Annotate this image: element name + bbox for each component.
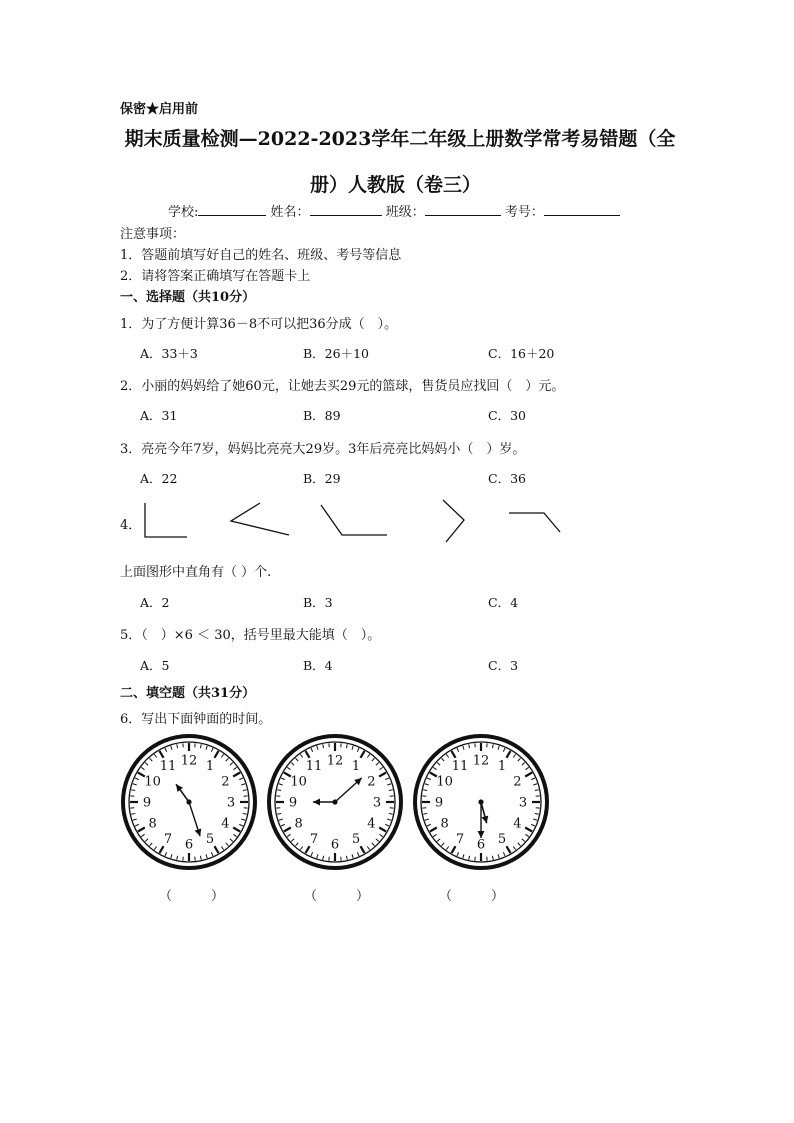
- hour-hand-tip: [313, 799, 320, 806]
- clock-tick: [311, 748, 313, 752]
- clock-tick: [352, 746, 353, 750]
- clock-tick: [518, 843, 521, 846]
- clock-tick: [518, 758, 521, 761]
- clock-tick: [279, 784, 283, 785]
- clock-tick: [131, 790, 135, 791]
- q1-option-c[interactable]: C．16＋20: [488, 346, 555, 361]
- clock-tick: [230, 839, 233, 842]
- clock-tick: [296, 758, 299, 761]
- clock-tick: [233, 773, 240, 777]
- hour-hand-tip: [482, 816, 489, 824]
- clock-tick: [287, 834, 290, 836]
- clock-tick: [200, 744, 201, 748]
- clock-tick: [233, 828, 240, 832]
- clock-tick: [463, 746, 464, 750]
- clock-tick: [463, 854, 464, 858]
- clock-tick: [277, 813, 281, 814]
- clock-tick: [243, 790, 247, 791]
- clock-number: 1: [497, 759, 507, 775]
- clock-number: 8: [440, 816, 449, 832]
- clock-tick: [211, 852, 213, 856]
- clock-tick: [206, 746, 207, 750]
- clock-tick: [160, 751, 164, 758]
- section1-title: 一、选择题（共10分）: [120, 290, 256, 305]
- clock-tick: [215, 751, 219, 758]
- clock-number: 6: [184, 837, 194, 853]
- clock-tick: [300, 846, 302, 849]
- clock-tick: [284, 828, 291, 832]
- angle-figure-4: [443, 500, 464, 542]
- clock-tick: [206, 854, 207, 858]
- clock-answer-2[interactable]: （ ）: [304, 889, 370, 904]
- clock-tick: [145, 763, 148, 766]
- clock-tick: [165, 852, 167, 856]
- clock-tick: [154, 754, 156, 757]
- question-1: 1．为了方便计算36－8不可以把36分成（ ）。: [120, 317, 398, 332]
- clock-tick: [469, 856, 470, 860]
- clock-tick: [233, 834, 236, 836]
- clock-tick: [230, 763, 233, 766]
- clock-tick: [239, 824, 243, 826]
- clock-tick: [150, 843, 153, 846]
- clock-number: 9: [434, 795, 444, 811]
- clock-number: 7: [309, 831, 319, 847]
- clock-tick: [385, 778, 389, 780]
- clock-tick: [372, 758, 375, 761]
- clock-tick: [427, 778, 431, 780]
- q4-option-c[interactable]: C．4: [488, 595, 519, 610]
- clock-tick: [177, 744, 178, 748]
- id-blank[interactable]: [544, 202, 620, 216]
- clock-number: 7: [455, 831, 465, 847]
- clock-tick: [492, 744, 493, 748]
- clock-tick: [469, 744, 470, 748]
- clock-number: 10: [144, 774, 161, 790]
- clock-answer-1[interactable]: （ ）: [159, 889, 225, 904]
- angle-figures: [135, 495, 575, 550]
- clock-tick: [221, 754, 223, 757]
- clock-tick: [306, 751, 310, 758]
- clock-tick: [367, 754, 369, 757]
- clock-tick: [503, 748, 505, 752]
- clock-tick: [135, 778, 139, 780]
- q4-option-a[interactable]: A．2: [140, 595, 170, 610]
- clock-tick: [376, 763, 379, 766]
- clock-tick: [241, 784, 245, 785]
- clock-tick: [387, 784, 391, 785]
- clock-tick: [357, 852, 359, 856]
- clock-tick: [346, 744, 347, 748]
- clock-tick: [291, 839, 294, 842]
- clock-tick: [507, 846, 511, 853]
- question-5: 5．（ ）×6 ＜ 30，括号里最大能填（ ）。: [120, 628, 381, 643]
- clock-tick: [379, 773, 386, 777]
- clock-number: 11: [159, 759, 177, 775]
- clock-tick: [507, 751, 511, 758]
- clock-tick: [427, 824, 431, 826]
- clock-tick: [131, 813, 135, 814]
- clock-tick: [141, 834, 144, 836]
- clock-tick: [241, 819, 245, 820]
- q2-option-b[interactable]: B．89: [303, 408, 341, 423]
- clock-tick: [352, 854, 353, 858]
- clock-tick: [376, 839, 379, 842]
- clock-tick: [492, 856, 493, 860]
- clock-number: 6: [476, 837, 486, 853]
- clock-number: 12: [472, 753, 490, 769]
- clock-tick: [457, 748, 459, 752]
- page-title-line2: 册）人教版（卷三）: [310, 174, 482, 196]
- clock-tick: [279, 819, 283, 820]
- clock-number: 11: [451, 759, 469, 775]
- clock-number: 6: [330, 837, 340, 853]
- clock-number: 3: [518, 795, 528, 811]
- clock-number: 4: [513, 816, 522, 832]
- q5-option-b[interactable]: B．4: [303, 658, 333, 673]
- clock-tick: [215, 846, 219, 853]
- clock-answer-3[interactable]: （ ）: [439, 889, 505, 904]
- clock-center: [186, 799, 191, 804]
- clock-tick: [525, 767, 528, 769]
- clock-tick: [135, 824, 139, 826]
- clock-tick: [525, 828, 532, 832]
- clock-number: 3: [372, 795, 382, 811]
- clock-tick: [525, 834, 528, 836]
- clock-tick: [291, 763, 294, 766]
- secret-label: 保密★启用前: [120, 102, 199, 117]
- school-label: 学校:: [168, 205, 199, 220]
- q5-option-a[interactable]: A．5: [140, 658, 170, 673]
- clock-number: 10: [436, 774, 453, 790]
- clock-tick: [361, 751, 365, 758]
- clock-tick: [323, 744, 324, 748]
- clock-tick: [535, 790, 539, 791]
- clock-tick: [379, 767, 382, 769]
- clock-number: 2: [221, 774, 230, 790]
- clock-tick: [145, 839, 148, 842]
- clock-tick: [430, 828, 437, 832]
- q3-option-c[interactable]: C．36: [488, 471, 526, 486]
- clock-tick: [446, 754, 448, 757]
- angle-figure-5: [509, 513, 560, 532]
- clock-tick: [452, 751, 456, 758]
- question-3: 3．亮亮今年7岁，妈妈比亮亮大29岁。3年后亮亮比妈妈小（ ）岁。: [120, 442, 526, 457]
- clock-tick: [425, 784, 429, 785]
- question-4: 上面图形中直角有（ ）个.: [120, 565, 272, 580]
- clock-tick: [243, 813, 247, 814]
- clock-tick: [531, 824, 535, 826]
- q1-option-a[interactable]: A．33＋3: [140, 346, 198, 361]
- angle-figure-3: [321, 505, 387, 535]
- clock-tick: [389, 813, 393, 814]
- minute-hand-tip: [195, 828, 202, 836]
- clock-tick: [442, 843, 445, 846]
- angle-figure-1: [145, 503, 187, 537]
- clock-tick: [437, 763, 440, 766]
- clock-number: 1: [351, 759, 361, 775]
- clock-tick: [379, 828, 386, 832]
- clock-tick: [423, 813, 427, 814]
- clock-tick: [296, 843, 299, 846]
- clock-tick: [171, 746, 172, 750]
- clock-tick: [522, 763, 525, 766]
- clock-tick: [311, 852, 313, 856]
- clock-tick: [535, 813, 539, 814]
- clock-number: 12: [180, 753, 198, 769]
- clock-tick: [457, 852, 459, 856]
- q2-option-a[interactable]: A．31: [140, 408, 178, 423]
- q1-option-b[interactable]: B．26＋10: [303, 346, 369, 361]
- clock-number: 7: [163, 831, 173, 847]
- clock-number: 5: [205, 831, 215, 847]
- clock-tick: [531, 778, 535, 780]
- q4-option-b[interactable]: B．3: [303, 595, 333, 610]
- clock-tick: [361, 846, 365, 853]
- clock-tick: [281, 778, 285, 780]
- clock-tick: [317, 746, 318, 750]
- clock-tick: [503, 852, 505, 856]
- clock-tick: [300, 754, 302, 757]
- clock-tick: [498, 854, 499, 858]
- clock-number: 5: [351, 831, 361, 847]
- clock-tick: [442, 758, 445, 761]
- q5-option-c[interactable]: C．3: [488, 658, 519, 673]
- clock-tick: [306, 846, 310, 853]
- page-title-line1: 期末质量检测—2022-2023学年二年级上册数学常考易错题（全: [124, 128, 676, 150]
- note-item: 2．请将答案正确填写在答题卡上: [120, 269, 311, 284]
- student-info-row: [168, 201, 620, 220]
- class-label: 班级：: [385, 205, 425, 220]
- question-4-number: 4．: [120, 518, 142, 533]
- clock-tick: [165, 748, 167, 752]
- clock-tick: [433, 767, 436, 769]
- clock-tick: [177, 856, 178, 860]
- clock-number: 12: [326, 753, 344, 769]
- clock-tick: [154, 846, 156, 849]
- clock-tick: [281, 824, 285, 826]
- clock-tick: [513, 754, 515, 757]
- clock-tick: [533, 819, 537, 820]
- clock-number: 4: [367, 816, 376, 832]
- question-2: 2．小丽的妈妈给了她60元，让她去买29元的篮球，售货员应找回（ ）元。: [120, 379, 565, 394]
- hour-hand-tip: [176, 784, 183, 792]
- clock-face-1: [116, 734, 262, 870]
- clock-tick: [533, 784, 537, 785]
- clock-tick: [160, 846, 164, 853]
- clock-tick: [346, 856, 347, 860]
- clock-tick: [226, 843, 229, 846]
- id-label: 考号：: [504, 205, 544, 220]
- clock-face-2: [262, 734, 408, 870]
- clock-tick: [138, 828, 145, 832]
- clock-tick: [522, 839, 525, 842]
- clock-number: 1: [205, 759, 215, 775]
- clock-number: 11: [305, 759, 323, 775]
- section2-title: 二、填空题（共31分）: [120, 686, 256, 701]
- note-item: 1．答题前填写好自己的姓名、班级、考号等信息: [120, 248, 402, 263]
- clock-number: 10: [290, 774, 307, 790]
- clock-tick: [525, 773, 532, 777]
- angle-figure-2: [231, 503, 289, 535]
- clock-number: 4: [221, 816, 230, 832]
- clock-tick: [379, 834, 382, 836]
- notes-title: 注意事项：: [120, 227, 186, 242]
- clock-number: 5: [497, 831, 507, 847]
- clock-tick: [385, 824, 389, 826]
- clock-center: [332, 799, 337, 804]
- clock-tick: [133, 784, 137, 785]
- clock-number: 9: [288, 795, 298, 811]
- clock-tick: [367, 846, 369, 849]
- clock-tick: [317, 854, 318, 858]
- clock-tick: [171, 854, 172, 858]
- clock-number: 3: [226, 795, 236, 811]
- clock-tick: [452, 846, 456, 853]
- clock-number: 9: [142, 795, 152, 811]
- school-blank[interactable]: [198, 202, 266, 216]
- clock-number: 2: [513, 774, 522, 790]
- clock-center: [478, 799, 483, 804]
- q3-option-a[interactable]: A．22: [140, 471, 178, 486]
- clock-tick: [498, 746, 499, 750]
- question-6: 6．写出下面钟面的时间。: [120, 712, 272, 727]
- clock-tick: [221, 846, 223, 849]
- clock-tick: [425, 819, 429, 820]
- clock-tick: [211, 748, 213, 752]
- clock-tick: [277, 790, 281, 791]
- clock-tick: [287, 767, 290, 769]
- clock-tick: [133, 819, 137, 820]
- clock-tick: [141, 767, 144, 769]
- clock-tick: [357, 748, 359, 752]
- clock-tick: [372, 843, 375, 846]
- clock-number: 8: [294, 816, 303, 832]
- name-blank[interactable]: [310, 202, 382, 216]
- clock-tick: [200, 856, 201, 860]
- clock-number: 2: [367, 774, 376, 790]
- clock-tick: [446, 846, 448, 849]
- clock-tick: [433, 834, 436, 836]
- name-label: 姓名：: [270, 205, 310, 220]
- clock-face-3: [408, 734, 554, 870]
- clock-tick: [387, 819, 391, 820]
- q3-option-b[interactable]: B．29: [303, 471, 341, 486]
- clock-tick: [239, 778, 243, 780]
- clock-number: 8: [148, 816, 157, 832]
- class-blank[interactable]: [425, 202, 501, 216]
- clock-tick: [513, 846, 515, 849]
- clock-tick: [423, 790, 427, 791]
- clock-tick: [226, 758, 229, 761]
- clock-tick: [323, 856, 324, 860]
- clock-tick: [437, 839, 440, 842]
- clock-tick: [233, 767, 236, 769]
- clock-tick: [389, 790, 393, 791]
- q2-option-c[interactable]: C．30: [488, 408, 526, 423]
- clock-tick: [150, 758, 153, 761]
